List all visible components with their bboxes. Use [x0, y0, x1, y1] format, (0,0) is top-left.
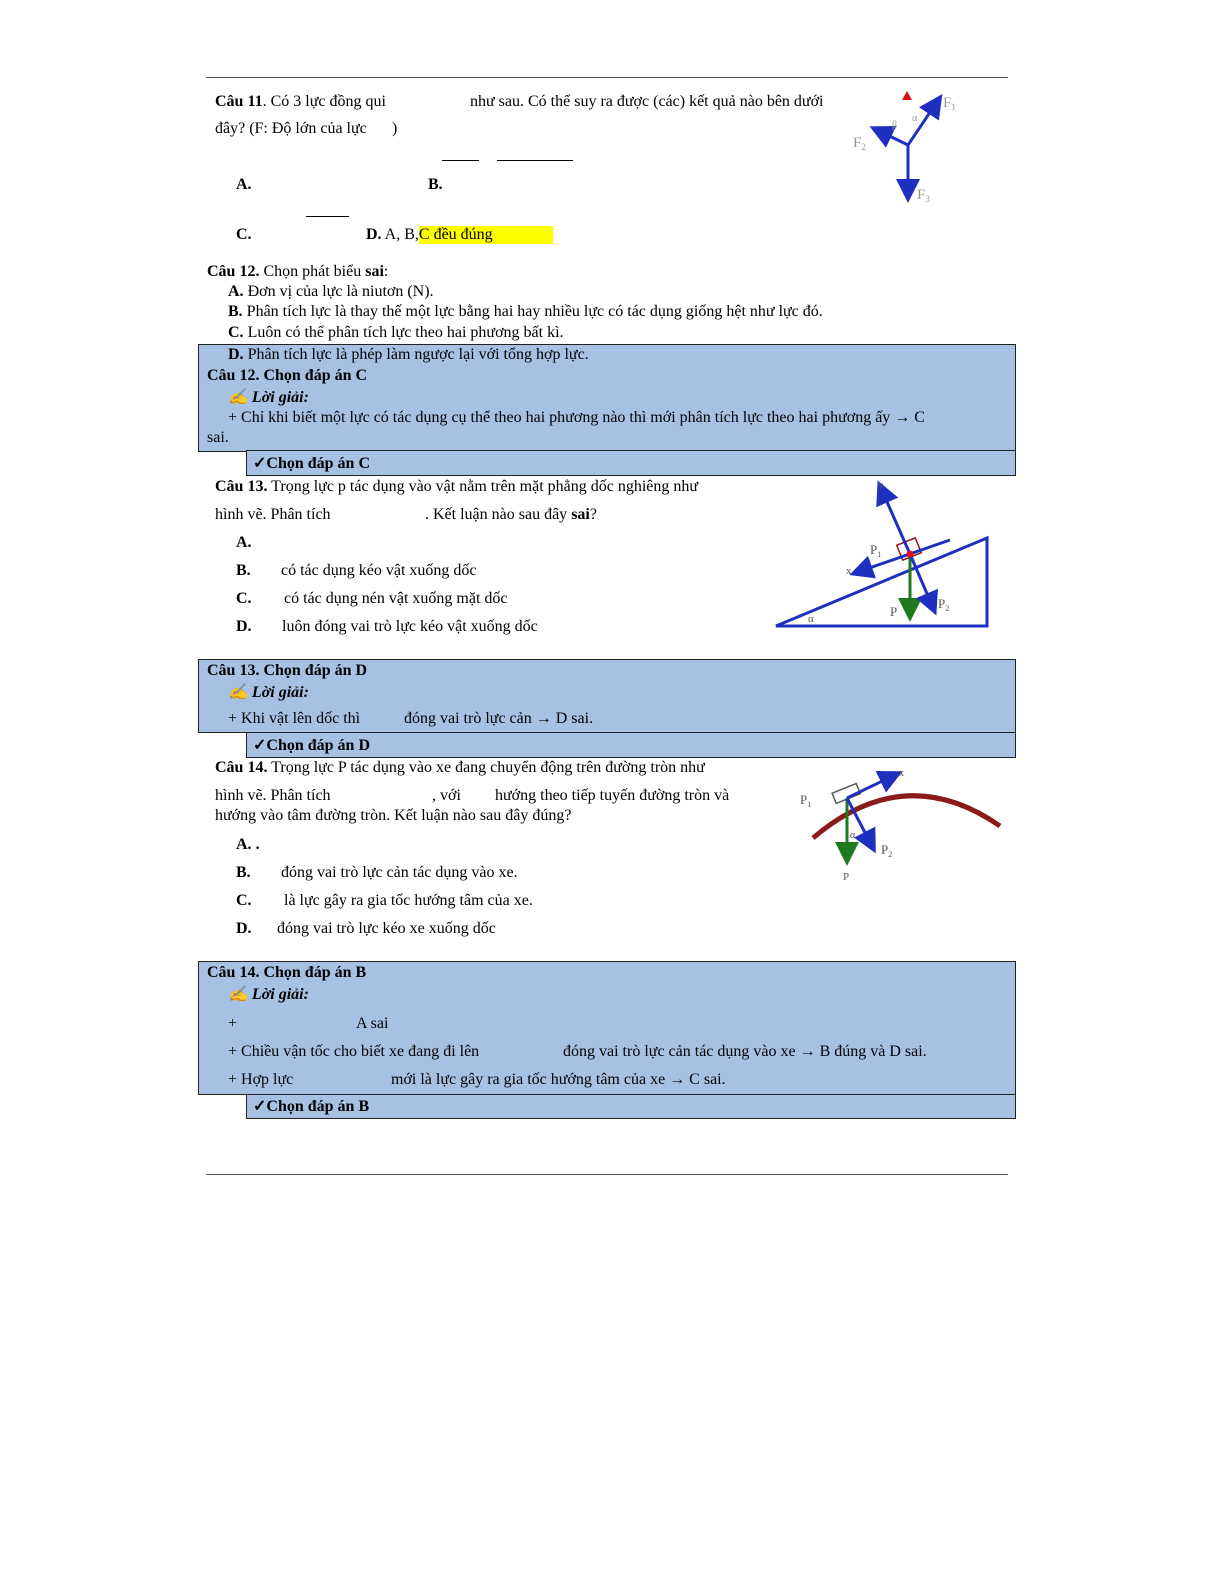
q13-p1-label: $P_1$: [870, 542, 882, 559]
q14-solution-line-3b: mới là lực gây ra gia tốc hướng tâm của xe → C sai.: [391, 1071, 726, 1088]
q13-solution-line-1a: + Khi vật lên dốc thì: [228, 710, 361, 727]
q11-f1-label: $F_1$: [943, 95, 956, 112]
q12-text: Chọn phát biểu: [259, 263, 366, 280]
q11-fraction-bar-3: [306, 216, 349, 217]
q14-p-label: P: [843, 871, 850, 883]
q14-solution-line-2b: đóng vai trò lực cản tác dụng vào xe → B đúng và D sai.: [563, 1043, 927, 1060]
q12-option-c-text: Luôn có thể phân tích lực theo hai phương bất kì.: [243, 324, 564, 341]
q11-alpha-label: α: [912, 113, 918, 124]
q12-option-a-text: Đơn vị của lực là niutơn (N).: [243, 283, 434, 300]
q13-stem-line2a: hình vẽ. Phân tích: [215, 506, 331, 523]
q11-line1: [215, 93, 386, 111]
q14-option-d-text: đóng vai trò lực kéo xe xuống dốc: [277, 920, 496, 937]
q12-choose: [253, 453, 370, 473]
q11-fraction-bar-1: [442, 160, 479, 161]
q13-text2b: . Kết luận nào sau đây: [425, 506, 572, 523]
q13-x-label: x: [846, 565, 852, 577]
q11-f3-label: $F_3$: [917, 187, 930, 204]
q11-option-d[interactable]: [366, 226, 553, 244]
q13-alpha-label: α: [808, 613, 814, 625]
q13-p-label: P: [890, 604, 898, 619]
q14-option-c[interactable]: [236, 892, 252, 910]
q13-y-axis: [880, 486, 910, 554]
q12-stem: [207, 263, 388, 281]
q13-p2-label: $P_2$: [938, 596, 950, 613]
q14-stem-line2a: hình vẽ. Phân tích: [215, 787, 331, 804]
q11-force-diagram: [845, 85, 975, 210]
q13-option-a[interactable]: [236, 534, 252, 552]
q13-incline-diagram: [770, 478, 995, 633]
q14-option-b[interactable]: [236, 864, 251, 882]
q14-solution-line-1a: +: [228, 1015, 238, 1032]
q11-option-d-highlight: C đều đúng: [419, 226, 553, 244]
q12-option-a[interactable]: [228, 283, 434, 301]
q14-option-a[interactable]: [236, 836, 260, 854]
q14-label: Câu 14.: [215, 759, 268, 776]
q12-solution-line-1: + Chỉ khi biết một lực có tác dụng cụ thể theo hai phương nào thì mới phân tích lực theo hai phương ấy → C: [228, 409, 925, 426]
q13-label: Câu 13.: [215, 478, 268, 495]
q11-option-a-key: A.: [236, 176, 252, 193]
q14-answer-title: [207, 964, 366, 982]
q13-option-d-key: D.: [236, 618, 252, 635]
q14-option-c-text: là lực gây ra gia tốc hướng tâm của xe.: [284, 892, 533, 909]
q13-y-label: y: [878, 479, 884, 491]
header-rule: [206, 77, 1008, 78]
q13-text2-bold: sai: [571, 506, 590, 523]
q11-option-a[interactable]: [236, 176, 252, 194]
q11-option-c[interactable]: [236, 226, 252, 244]
q14-option-d-key: D.: [236, 920, 252, 937]
q14-option-d[interactable]: [236, 920, 252, 938]
q12-option-b-text: Phân tích lực là thay thế một lực bằng hai hay nhiều lực có tác dụng giống hệt như lực đó.: [242, 303, 823, 320]
q11-option-b-key: B.: [428, 176, 443, 193]
q14-option-a-key: A.: [236, 836, 252, 853]
q14-p1-label: $P_1$: [800, 792, 812, 809]
q13-choose: [253, 735, 370, 755]
q14-stem-line3: hướng vào tâm đường tròn. Kết luận nào sau đây đúng?: [215, 807, 572, 824]
q13-option-b-key: B.: [236, 562, 251, 579]
q11-line1b: như sau. Có thể suy ra được (các) kết quả nào bên dưới: [470, 93, 824, 110]
q12-option-d-key: D.: [228, 346, 244, 363]
q12-solution-line-2: sai.: [207, 429, 229, 446]
q13-stem-line1: [215, 478, 698, 496]
q14-option-b-text: đóng vai trò lực cản tác dụng vào xe.: [281, 864, 518, 881]
q14-stem-line2b: , với: [432, 787, 461, 804]
q11-label: Câu 11: [215, 93, 263, 110]
q14-solution-line-3a: + Hợp lực: [228, 1071, 294, 1088]
q13-stem-line2b: [425, 506, 597, 524]
q14-p2-label: $P_2$: [881, 842, 893, 859]
q12-option-c[interactable]: [228, 324, 564, 342]
q11-fraction-bar-2: [497, 160, 573, 161]
q14-x-label: x: [899, 768, 904, 779]
q12-option-b-key: B.: [228, 303, 243, 320]
q14-answer-title-text: Câu 14. Chọn đáp án B: [207, 964, 367, 981]
q14-solution-line-1b: A sai: [356, 1015, 389, 1032]
q11-option-c-key: C.: [236, 226, 252, 243]
q12-colon: :: [383, 263, 389, 280]
q13-answer-title: [207, 662, 367, 680]
q13-option-c[interactable]: [236, 590, 252, 608]
q14-solution-label: [228, 984, 309, 1004]
q13-option-b[interactable]: [236, 562, 251, 580]
q14-solution-label-text: ✍ Lời giải:: [228, 986, 309, 1003]
q13-solution-label-text: ✍ Lời giải:: [228, 684, 309, 701]
q12-choose-text: ✓Chọn đáp án C: [253, 455, 371, 472]
q13-option-d-text: luôn đóng vai trò lực kéo vật xuống dốc: [282, 618, 538, 635]
q12-option-d[interactable]: [228, 346, 589, 364]
q12-solution-label: [228, 387, 309, 407]
q14-text1: Trọng lực P tác dụng vào xe đang chuyển động trên đường tròn như: [267, 759, 705, 776]
q13-text1: Trọng lực p tác dụng vào vật nằm trên mặt phẳng dốc nghiêng như: [267, 478, 699, 495]
q12-option-a-key: A.: [228, 283, 244, 300]
q11-option-d-key: D.: [366, 226, 382, 243]
q14-solution-line-2a: + Chiều vận tốc cho biết xe đang đi lên: [228, 1043, 480, 1060]
q13-solution-label: [228, 682, 309, 702]
q11-text3: đây? (F: Độ lớn của lực: [215, 120, 367, 137]
q12-option-b[interactable]: [228, 303, 823, 321]
q14-option-b-key: B.: [236, 864, 251, 881]
q11-option-b[interactable]: [428, 176, 443, 194]
q11-axis-marker-icon: [902, 91, 912, 100]
q13-option-b-text: có tác dụng kéo vật xuống dốc: [281, 562, 477, 579]
footer-rule: [206, 1174, 1008, 1175]
q11-f2-label: $F_2$: [853, 135, 866, 152]
q13-center-dot: [907, 551, 914, 558]
q14-tangent-arrow: [847, 774, 897, 798]
q12-option-d-text: Phân tích lực là phép làm ngược lại với tổng hợp lực.: [243, 346, 589, 363]
q13-answer-title-text: Câu 13. Chọn đáp án D: [207, 662, 368, 679]
q13-text2-end: ?: [589, 506, 597, 523]
q14-option-c-key: C.: [236, 892, 252, 909]
q14-choose: [253, 1096, 369, 1116]
q13-option-c-key: C.: [236, 590, 252, 607]
q12-bold: sai: [365, 263, 384, 280]
q12-answer-title: [207, 367, 367, 385]
q11-option-d-text: A, B,: [381, 226, 419, 243]
q13-option-a-key: A.: [236, 534, 252, 551]
q13-solution-line-1b: đóng vai trò lực cản → D sai.: [404, 710, 594, 727]
q11-line2-close: ): [392, 120, 398, 137]
q14-choose-text: ✓Chọn đáp án B: [253, 1098, 370, 1115]
q12-answer-title-text: Câu 12. Chọn đáp án C: [207, 367, 368, 384]
q14-stem-line2c: hướng theo tiếp tuyến đường tròn và: [495, 787, 730, 804]
q11-f2-arrow: [875, 129, 908, 145]
q14-option-a-text: .: [255, 836, 260, 853]
q12-label: Câu 12.: [207, 263, 260, 280]
q11-beta-label: β: [892, 120, 898, 131]
q11-text1: . Có 3 lực đồng qui: [262, 93, 386, 110]
q12-solution-label-text: ✍ Lời giải:: [228, 389, 309, 406]
q14-curve-diagram: [795, 762, 1005, 887]
q13-option-d[interactable]: [236, 618, 252, 636]
q12-option-c-key: C.: [228, 324, 244, 341]
q14-stem-line1: [215, 759, 705, 777]
q11-line2: [215, 120, 367, 138]
q13-option-c-text: có tác dụng nén vật xuống mặt dốc: [284, 590, 508, 607]
q14-alpha-label: α: [850, 830, 856, 841]
q13-choose-text: ✓Chọn đáp án D: [253, 737, 371, 754]
